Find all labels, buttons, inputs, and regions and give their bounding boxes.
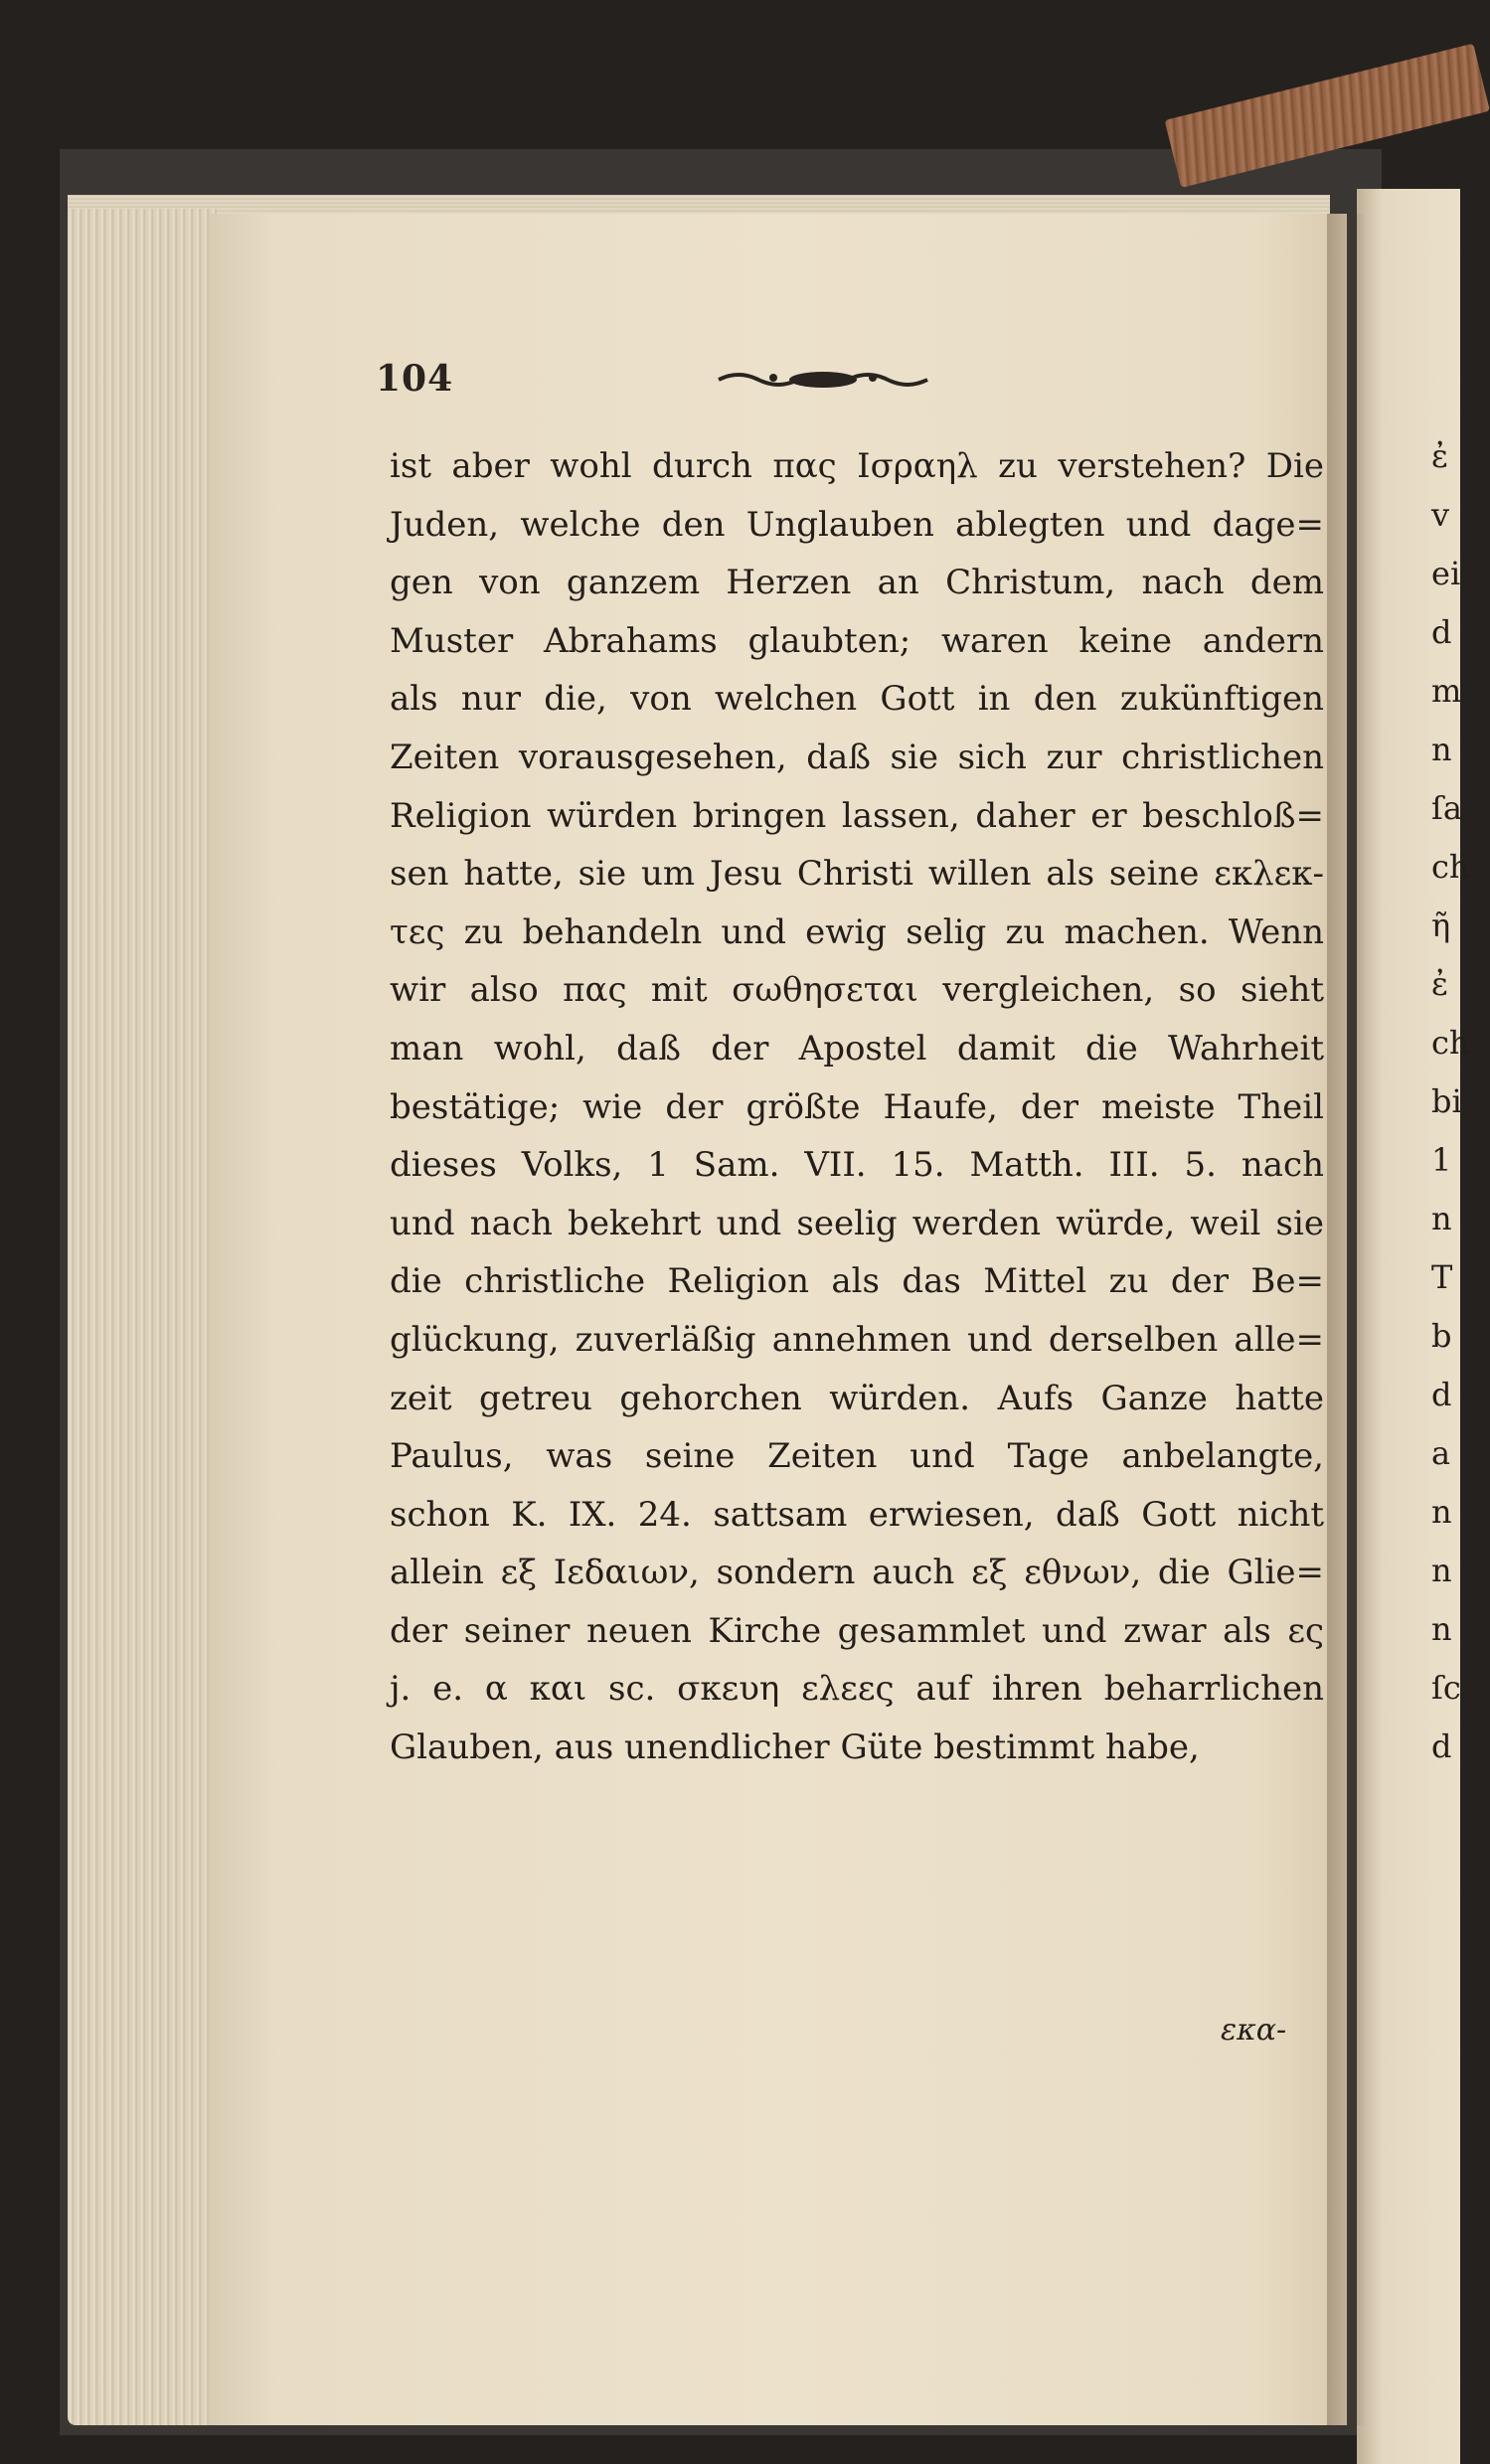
facing-page-fragment: a	[1431, 1434, 1451, 1472]
text-line: der seiner neuen Kirche gesammlet und zwar als ες	[390, 1610, 1324, 1651]
text-line: sen hatte, sie um Jesu Christi willen als seine εκλεκ-	[390, 854, 1324, 895]
text-line: Juden, welche den Unglauben ablegten und dage=	[390, 504, 1324, 545]
facing-page-fragment: d	[1431, 613, 1452, 651]
text-line: Paulus, was seine Zeiten und Tage anbelangte,	[390, 1436, 1324, 1477]
text-line: Zeiten vorausgesehen, daß sie sich zur christlichen	[390, 737, 1324, 777]
facing-page-fragment: n	[1431, 1493, 1452, 1531]
text-line: zeit getreu gehorchen würden. Aufs Ganze hatte	[390, 1378, 1324, 1418]
text-line: Muster Abrahams glaubten; waren keine andern	[390, 620, 1324, 661]
text-line: allein εξ Ιεδαιων, sondern auch εξ εθνων, die Glie=	[390, 1553, 1324, 1593]
text-line: gen von ganzem Herzen an Christum, nach dem	[390, 563, 1324, 603]
facing-page-fragment: ἐ	[1431, 965, 1449, 1003]
facing-page-fragment: ch	[1431, 1024, 1470, 1062]
facing-page-fragment: T	[1431, 1258, 1453, 1296]
page-number: 104	[376, 358, 454, 400]
text-line: j. e. α και sc. σκευη ελεες auf ihren beharrlichen	[390, 1669, 1324, 1710]
facing-page-fragment: v	[1431, 496, 1450, 534]
facing-page-fragment: ſa	[1431, 789, 1462, 827]
body-text	[390, 437, 1324, 1777]
text-line: schon K. IX. 24. sattsam erwiesen, daß Gott nicht	[390, 1494, 1324, 1535]
facing-page-fragment: n	[1431, 1200, 1452, 1237]
facing-page-fragment: ſc	[1431, 1669, 1461, 1707]
text-line: die christliche Religion als das Mittel zu der Be=	[390, 1261, 1324, 1302]
text-line: Religion würden bringen lassen, daher er beschloß=	[390, 795, 1324, 836]
facing-page-fragment: n	[1431, 1610, 1452, 1648]
facing-page-fragment: bi	[1431, 1082, 1462, 1120]
facing-page-fragment: d	[1431, 1376, 1452, 1413]
facing-page-fragment: n	[1431, 731, 1452, 768]
text-line: glückung, zuverläßig annehmen und derselben alle=	[390, 1319, 1324, 1360]
page-gutter-shadow	[1327, 214, 1367, 2425]
facing-page-text-fragments	[1431, 427, 1470, 1776]
page-header	[376, 358, 1330, 417]
text-line: τες zu behandeln und ewig selig zu machen. Wenn	[390, 911, 1324, 952]
text-line: und nach bekehrt und seelig werden würde, weil sie	[390, 1203, 1324, 1243]
facing-page-fragment: n	[1431, 1552, 1452, 1589]
facing-page-fragment: ἐ	[1431, 437, 1449, 475]
text-line: als nur die, von welchen Gott in den zukünftigen	[390, 679, 1324, 720]
text-line: ist aber wohl durch πας Ισραηλ zu verstehen? Die	[390, 446, 1324, 486]
facing-page-fragment: ei	[1431, 555, 1461, 592]
page-side-edges	[68, 209, 217, 2425]
facing-page-fragment: b	[1431, 1317, 1452, 1355]
text-line: Glauben, aus unendlicher Güte bestimmt habe,	[390, 1727, 1200, 1768]
catchword: εκα-	[1221, 2013, 1287, 2048]
text-line: wir also πας mit σωθησεται vergleichen, so sieht	[390, 970, 1324, 1011]
text-line: dieses Volks, 1 Sam. VII. 15. Matth. III. 5. nach	[390, 1145, 1324, 1186]
facing-page-fragment: d	[1431, 1727, 1452, 1765]
facing-page-fragment: ῆ	[1431, 906, 1451, 944]
text-line: bestätige; wie der größte Haufe, der meiste Theil	[390, 1086, 1324, 1127]
facing-page-fragment: m	[1431, 672, 1462, 710]
facing-page-fragment: 1	[1431, 1141, 1452, 1179]
facing-page-fragment: ch	[1431, 848, 1470, 886]
text-line: man wohl, daß der Apostel damit die Wahrheit	[390, 1028, 1324, 1068]
ornament-divider-icon	[709, 358, 937, 398]
